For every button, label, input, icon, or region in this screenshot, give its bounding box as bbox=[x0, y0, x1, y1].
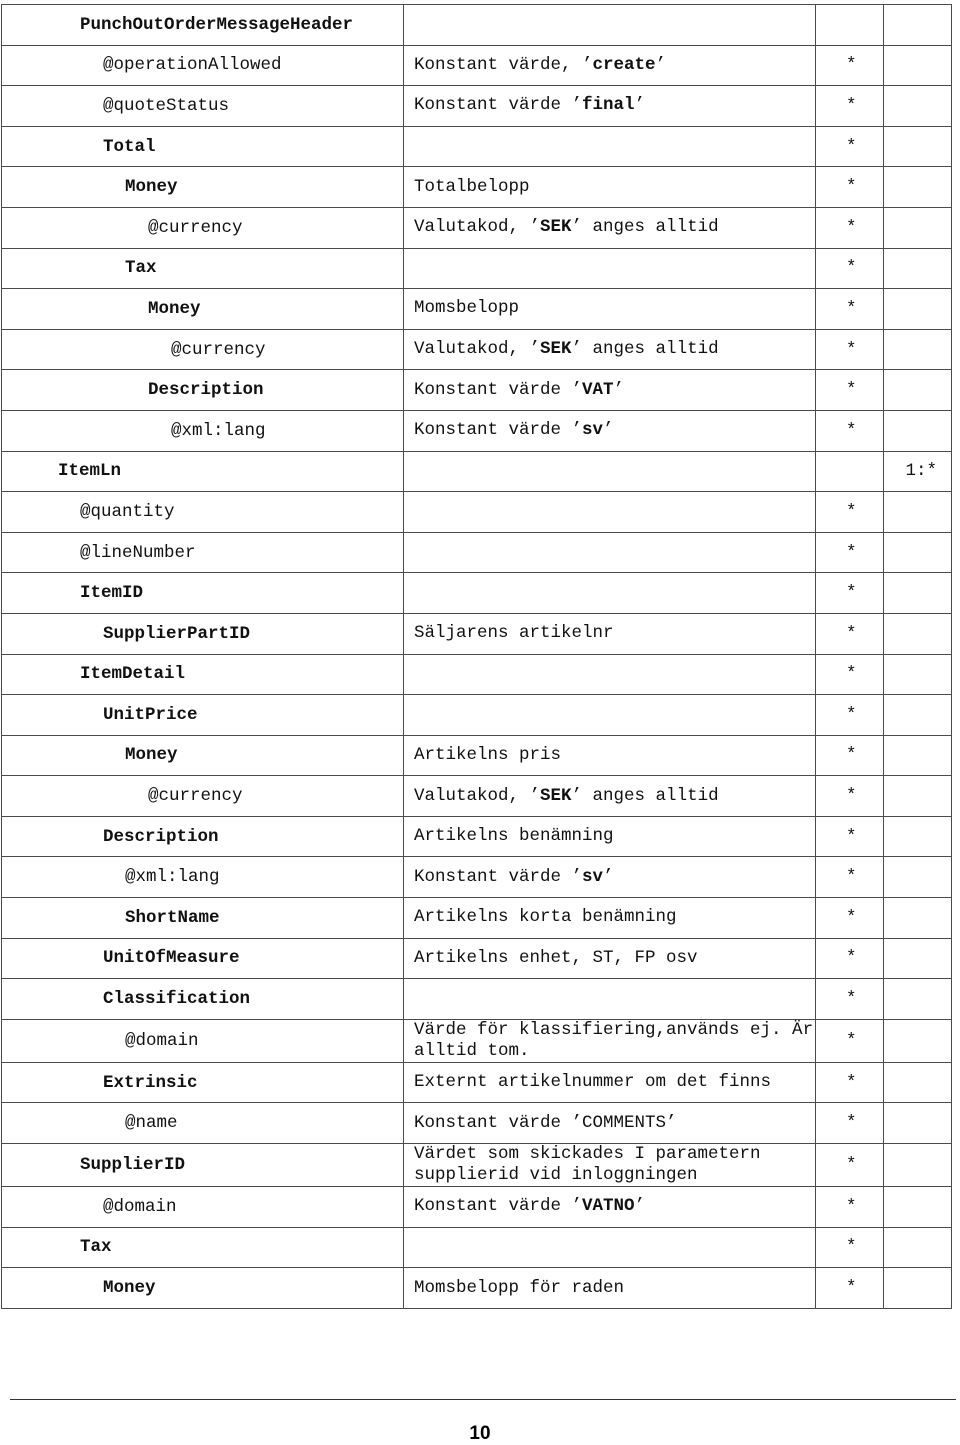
description-cell bbox=[404, 979, 816, 1020]
description-text: Konstant värde ’ bbox=[414, 379, 583, 400]
cardinality-cell: * bbox=[816, 1268, 884, 1309]
description-cell bbox=[404, 857, 816, 898]
table-row-punchout-header bbox=[2, 5, 952, 46]
element-name: Money bbox=[2, 167, 404, 208]
occurrence-cell bbox=[884, 735, 952, 776]
description-cell: Konstant värde ’COMMENTS’ bbox=[404, 1103, 816, 1144]
cardinality-cell: * bbox=[816, 938, 884, 979]
description-cell bbox=[404, 654, 816, 695]
occurrence-cell bbox=[884, 1062, 952, 1103]
cardinality-cell: * bbox=[816, 979, 884, 1020]
description-cell bbox=[404, 1227, 816, 1268]
element-name: Description bbox=[2, 816, 404, 857]
cardinality-cell: * bbox=[816, 1062, 884, 1103]
occurrence-cell bbox=[884, 45, 952, 86]
table-row bbox=[2, 938, 952, 979]
table-row bbox=[2, 1227, 952, 1268]
cardinality-cell: * bbox=[816, 695, 884, 736]
table-row bbox=[2, 207, 952, 248]
attribute-name: @domain bbox=[2, 1187, 404, 1228]
attribute-name: @xml:lang bbox=[2, 410, 404, 451]
table-row bbox=[2, 1103, 952, 1144]
description-suffix: ’ bbox=[603, 866, 614, 887]
occurrence-cell bbox=[884, 5, 952, 46]
cardinality-cell: * bbox=[816, 654, 884, 695]
element-name: Money bbox=[2, 1268, 404, 1309]
description-suffix: ’ bbox=[655, 54, 667, 75]
table-row bbox=[2, 167, 952, 208]
table-row bbox=[2, 898, 952, 939]
element-name: Extrinsic bbox=[2, 1062, 404, 1103]
occurrence-cell bbox=[884, 248, 952, 289]
element-name: UnitPrice bbox=[2, 695, 404, 736]
description-suffix: ’ bbox=[634, 1196, 646, 1217]
description-suffix: ’ anges alltid bbox=[571, 217, 719, 238]
table-row bbox=[2, 248, 952, 289]
attribute-name: @xml:lang bbox=[2, 857, 404, 898]
description-cell: Momsbelopp bbox=[404, 289, 816, 330]
cardinality-cell: * bbox=[816, 410, 884, 451]
description-cell: Säljarens artikelnr bbox=[404, 613, 816, 654]
occurrence-cell bbox=[884, 329, 952, 370]
page-number: 10 bbox=[469, 1423, 491, 1444]
cardinality-cell: * bbox=[816, 1103, 884, 1144]
element-name: ItemDetail bbox=[2, 654, 404, 695]
description-cell: Artikelns korta benämning bbox=[404, 898, 816, 939]
description-cell: Värdet som skickades I parametern supplierid vid inloggningen bbox=[404, 1144, 816, 1187]
description-suffix: ’ bbox=[634, 95, 646, 116]
occurrence-cell bbox=[884, 207, 952, 248]
description-text: Konstant värde ’ bbox=[414, 95, 583, 116]
description-cell: Artikelns pris bbox=[404, 735, 816, 776]
table-row bbox=[2, 613, 952, 654]
table-row-itemln bbox=[2, 451, 952, 492]
element-name: Money bbox=[2, 735, 404, 776]
occurrence-cell bbox=[884, 370, 952, 411]
description-cell bbox=[404, 451, 816, 492]
cardinality-cell: * bbox=[816, 492, 884, 533]
attribute-name: @name bbox=[2, 1103, 404, 1144]
element-name: Tax bbox=[2, 248, 404, 289]
description-cell: Momsbelopp för raden bbox=[404, 1268, 816, 1309]
table-row bbox=[2, 695, 952, 736]
cardinality-cell: * bbox=[816, 1144, 884, 1187]
cardinality-cell: * bbox=[816, 573, 884, 614]
description-text: Konstant värde, ’ bbox=[414, 54, 593, 75]
attribute-name: @operationAllowed bbox=[2, 45, 404, 86]
cardinality-cell: * bbox=[816, 370, 884, 411]
cardinality-cell: * bbox=[816, 45, 884, 86]
table-row bbox=[2, 1187, 952, 1228]
element-name: SupplierID bbox=[2, 1144, 404, 1187]
cardinality-cell: * bbox=[816, 1019, 884, 1062]
constant-value: SEK bbox=[540, 785, 572, 806]
occurrence-cell bbox=[884, 289, 952, 330]
element-name: PunchOutOrderMessageHeader bbox=[2, 5, 404, 46]
table-row bbox=[2, 654, 952, 695]
element-name: Classification bbox=[2, 979, 404, 1020]
constant-value: final bbox=[582, 95, 635, 116]
occurrence-cell bbox=[884, 1103, 952, 1144]
cardinality-cell: * bbox=[816, 289, 884, 330]
attribute-name: @domain bbox=[2, 1019, 404, 1062]
table-row bbox=[2, 979, 952, 1020]
description-cell: Artikelns enhet, ST, FP osv bbox=[404, 938, 816, 979]
footer-divider bbox=[10, 1399, 956, 1400]
occurrence-cell bbox=[884, 410, 952, 451]
description-text: Valutakod, ’ bbox=[414, 785, 541, 806]
table-row bbox=[2, 289, 952, 330]
description-cell bbox=[404, 86, 816, 127]
description-cell: Värde för klassifiering,används ej. Är alltid tom. bbox=[404, 1019, 816, 1062]
description-cell bbox=[404, 532, 816, 573]
constant-value: VATNO bbox=[582, 1196, 635, 1217]
cardinality-cell: * bbox=[816, 248, 884, 289]
description-cell bbox=[404, 248, 816, 289]
cardinality-cell: * bbox=[816, 126, 884, 167]
occurrence-cell bbox=[884, 1019, 952, 1062]
description-text: Konstant värde ’ bbox=[414, 1196, 583, 1217]
description-suffix: ’ bbox=[603, 420, 614, 441]
occurrence-cell bbox=[884, 898, 952, 939]
cardinality-cell: * bbox=[816, 1227, 884, 1268]
attribute-name: @quoteStatus bbox=[2, 86, 404, 127]
cardinality-cell: * bbox=[816, 329, 884, 370]
table-row bbox=[2, 126, 952, 167]
description-cell: Artikelns benämning bbox=[404, 816, 816, 857]
element-name: UnitOfMeasure bbox=[2, 938, 404, 979]
element-name: Description bbox=[2, 370, 404, 411]
description-cell: Externt artikelnummer om det finns bbox=[404, 1062, 816, 1103]
table-row bbox=[2, 329, 952, 370]
occurrence-cell bbox=[884, 532, 952, 573]
cardinality-cell: * bbox=[816, 735, 884, 776]
occurrence-cell bbox=[884, 1144, 952, 1187]
constant-value: SEK bbox=[540, 339, 572, 360]
occurrence-cell bbox=[884, 1187, 952, 1228]
description-cell bbox=[404, 695, 816, 736]
description-cell bbox=[404, 5, 816, 46]
element-name: ItemID bbox=[2, 573, 404, 614]
attribute-name: @currency bbox=[2, 776, 404, 817]
description-cell bbox=[404, 329, 816, 370]
occurrence-cell bbox=[884, 857, 952, 898]
element-name: Total bbox=[2, 126, 404, 167]
occurrence-cell bbox=[884, 613, 952, 654]
description-cell bbox=[404, 45, 816, 86]
table-row bbox=[2, 857, 952, 898]
cardinality-cell bbox=[816, 451, 884, 492]
attribute-name: @currency bbox=[2, 207, 404, 248]
description-text: Valutakod, ’ bbox=[414, 339, 541, 360]
description-suffix: ’ anges alltid bbox=[571, 339, 719, 360]
table-row bbox=[2, 1019, 952, 1062]
cardinality-cell: * bbox=[816, 613, 884, 654]
occurrence-cell bbox=[884, 938, 952, 979]
description-cell bbox=[404, 126, 816, 167]
table-row bbox=[2, 45, 952, 86]
description-text: Konstant värde ’ bbox=[414, 866, 583, 887]
table-row bbox=[2, 532, 952, 573]
occurrence-cell bbox=[884, 695, 952, 736]
occurrence-cell bbox=[884, 573, 952, 614]
description-cell bbox=[404, 410, 816, 451]
constant-value: sv bbox=[582, 866, 604, 887]
description-text: Valutakod, ’ bbox=[414, 217, 541, 238]
description-text: Konstant värde ’ bbox=[414, 420, 583, 441]
description-cell: Totalbelopp bbox=[404, 167, 816, 208]
description-cell bbox=[404, 573, 816, 614]
description-cell bbox=[404, 1187, 816, 1228]
table-row bbox=[2, 370, 952, 411]
occurrence-cell bbox=[884, 167, 952, 208]
occurrence-cell bbox=[884, 492, 952, 533]
occurrence-cell bbox=[884, 776, 952, 817]
element-name: Tax bbox=[2, 1227, 404, 1268]
occurrence-cell bbox=[884, 126, 952, 167]
table-row bbox=[2, 735, 952, 776]
attribute-name: @currency bbox=[2, 329, 404, 370]
table-row bbox=[2, 1144, 952, 1187]
attribute-name: @quantity bbox=[2, 492, 404, 533]
occurrence-cell bbox=[884, 1268, 952, 1309]
description-cell bbox=[404, 370, 816, 411]
element-name: ShortName bbox=[2, 898, 404, 939]
table-row bbox=[2, 776, 952, 817]
constant-value: create bbox=[592, 54, 656, 75]
cardinality-cell: * bbox=[816, 167, 884, 208]
occurrence-cell bbox=[884, 86, 952, 127]
table-row bbox=[2, 1268, 952, 1309]
cardinality-cell: * bbox=[816, 1187, 884, 1228]
element-name: SupplierPartID bbox=[2, 613, 404, 654]
table-row bbox=[2, 410, 952, 451]
occurrence-cell bbox=[884, 979, 952, 1020]
cardinality-cell: * bbox=[816, 857, 884, 898]
occurrence-cell bbox=[884, 816, 952, 857]
constant-value: sv bbox=[582, 420, 604, 441]
cardinality-cell: * bbox=[816, 898, 884, 939]
cardinality-cell bbox=[816, 5, 884, 46]
description-cell bbox=[404, 207, 816, 248]
description-suffix: ’ anges alltid bbox=[571, 785, 719, 806]
cardinality-cell: * bbox=[816, 86, 884, 127]
occurrence-cell: 1:* bbox=[884, 451, 952, 492]
table-row bbox=[2, 1062, 952, 1103]
description-suffix: ’ bbox=[613, 379, 625, 400]
attribute-name: @lineNumber bbox=[2, 532, 404, 573]
element-name: Money bbox=[2, 289, 404, 330]
element-name: ItemLn bbox=[2, 451, 404, 492]
field-spec-table bbox=[1, 4, 952, 1309]
constant-value: SEK bbox=[540, 217, 572, 238]
cardinality-cell: * bbox=[816, 776, 884, 817]
occurrence-cell bbox=[884, 654, 952, 695]
table-row bbox=[2, 816, 952, 857]
table-row bbox=[2, 573, 952, 614]
cardinality-cell: * bbox=[816, 207, 884, 248]
constant-value: VAT bbox=[582, 379, 614, 400]
table-row bbox=[2, 492, 952, 533]
table-row bbox=[2, 86, 952, 127]
cardinality-cell: * bbox=[816, 816, 884, 857]
cardinality-cell: * bbox=[816, 532, 884, 573]
occurrence-cell bbox=[884, 1227, 952, 1268]
description-cell bbox=[404, 776, 816, 817]
description-cell bbox=[404, 492, 816, 533]
